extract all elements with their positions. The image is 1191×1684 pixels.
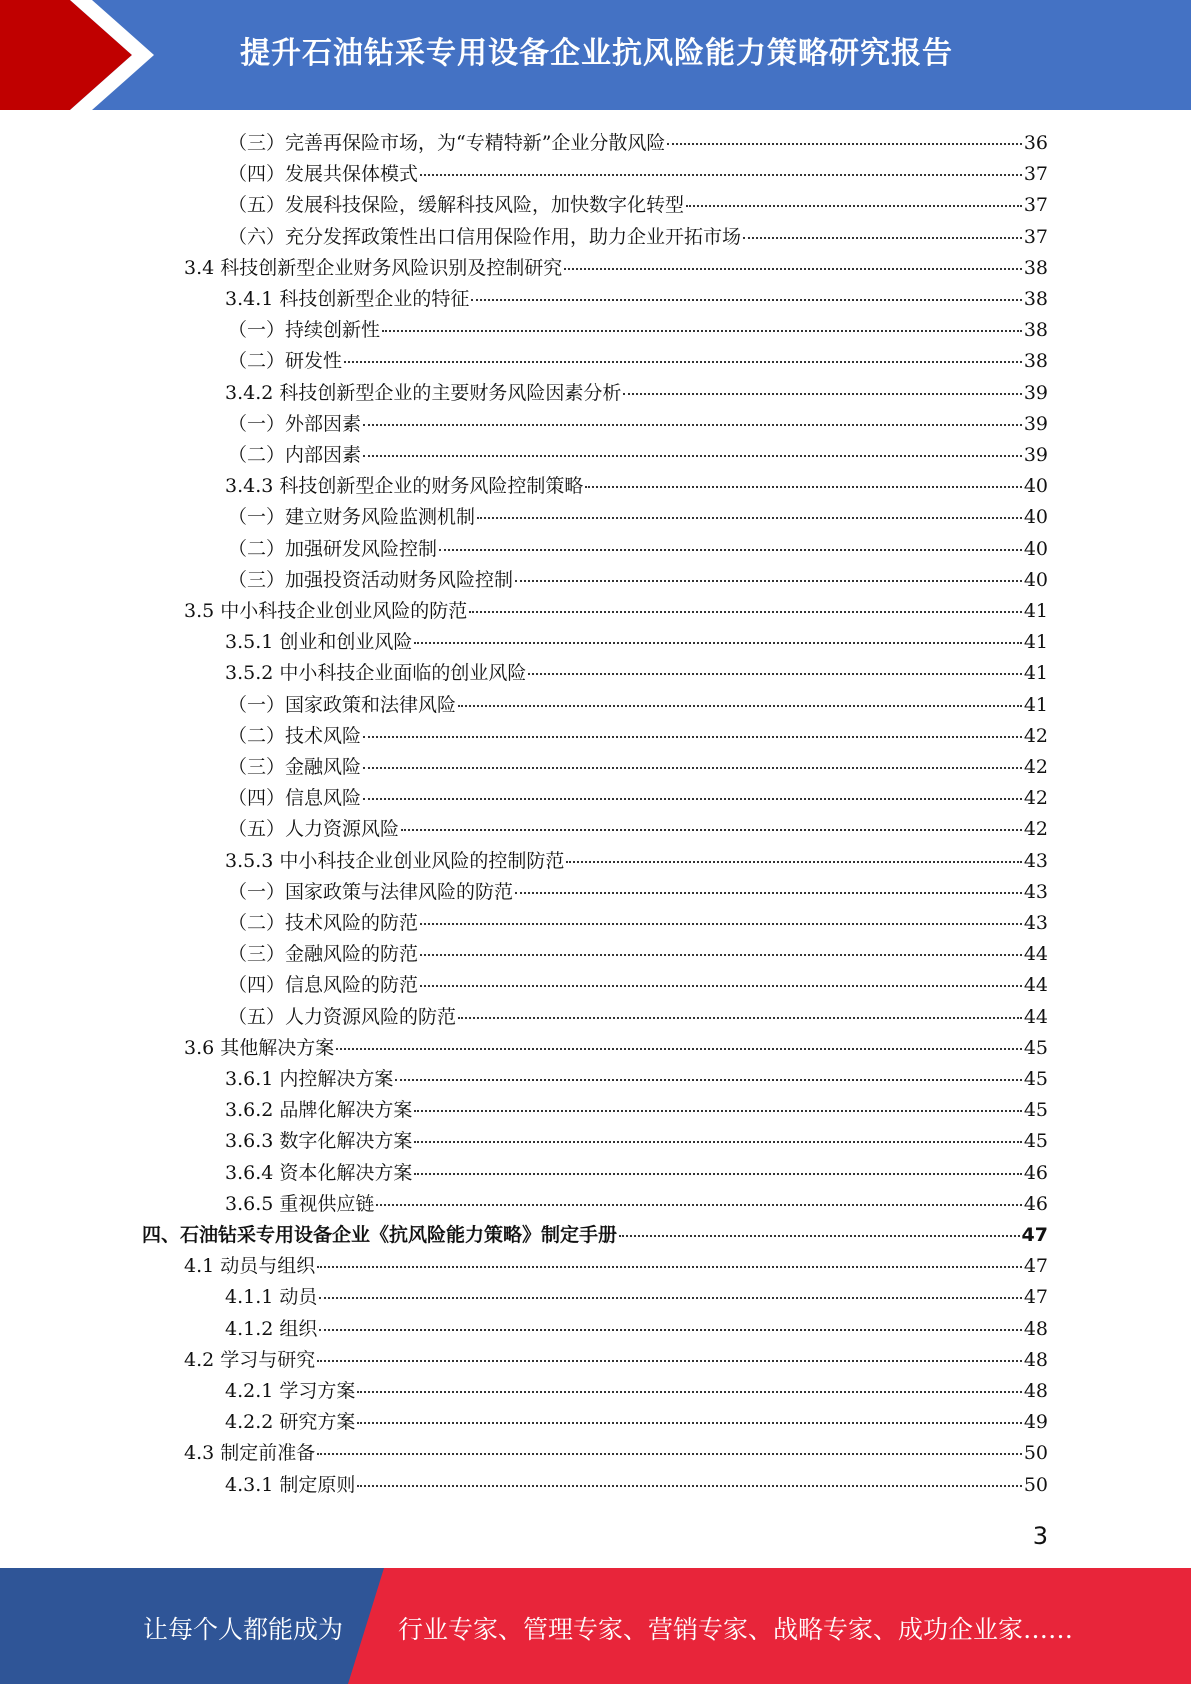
toc-dot-leader	[317, 1453, 1022, 1455]
toc-dot-leader	[515, 580, 1022, 582]
toc-entry-page: 39	[1023, 444, 1048, 466]
toc-entry-title: （四）信息风险的防范	[228, 974, 419, 997]
page-number: 3	[1032, 1522, 1048, 1550]
toc-entry-page: 39	[1023, 412, 1048, 435]
toc-entry[interactable]	[225, 1064, 1048, 1095]
toc-entry[interactable]	[184, 596, 1048, 627]
toc-entry[interactable]	[228, 315, 1048, 346]
toc-entry[interactable]	[225, 378, 1048, 409]
toc-entry-page: 47	[1021, 1224, 1048, 1246]
toc-entry-page: 38	[1023, 319, 1048, 342]
toc-entry-page: 38	[1023, 350, 1048, 373]
toc-entry-title: 3.4.2 科技创新型企业的主要财务风险因素分析	[225, 381, 622, 404]
toc-entry[interactable]	[228, 1002, 1048, 1033]
toc-dot-leader	[317, 1360, 1022, 1362]
toc-dot-leader	[458, 1017, 1022, 1019]
toc-entry-page: 42	[1023, 724, 1048, 747]
toc-entry-title: （一）持续创新性	[228, 319, 381, 342]
toc-entry-title: （四）发展共保体模式	[228, 163, 419, 186]
toc-entry[interactable]	[184, 1251, 1048, 1282]
toc-entry[interactable]	[228, 939, 1048, 970]
toc-entry-title: 3.5.3 中小科技企业创业风险的控制防范	[225, 849, 565, 872]
toc-entry-page: 46	[1023, 1192, 1048, 1215]
toc-dot-leader	[420, 923, 1022, 925]
toc-entry-title: （六）充分发挥政策性出口信用保险作用，助力企业开拓市场	[228, 225, 742, 248]
toc-entry[interactable]	[225, 1126, 1048, 1157]
toc-entry-title: 3.6.1 内控解决方案	[225, 1068, 394, 1090]
toc-entry-page: 38	[1023, 256, 1048, 279]
toc-entry-title: 4.1 动员与组织	[184, 1255, 316, 1278]
toc-entry[interactable]	[228, 159, 1048, 190]
toc-entry[interactable]	[184, 1033, 1048, 1064]
toc-dot-leader	[414, 642, 1021, 644]
toc-entry[interactable]	[184, 1345, 1048, 1376]
toc-entry-title: （二）加强研发风险控制	[228, 537, 438, 560]
toc-entry-page: 50	[1023, 1442, 1048, 1465]
toc-entry[interactable]	[225, 1314, 1048, 1345]
toc-dot-leader	[686, 205, 1022, 207]
toc-entry[interactable]	[228, 814, 1048, 845]
page-footer	[0, 1568, 1191, 1684]
toc-entry[interactable]	[225, 658, 1048, 689]
toc-entry[interactable]	[228, 752, 1048, 783]
toc-entry-title: （三）金融风险	[228, 756, 362, 778]
toc-dot-leader	[357, 1485, 1021, 1487]
toc-entry-page: 45	[1023, 1130, 1048, 1153]
toc-entry[interactable]	[228, 222, 1048, 253]
toc-dot-leader	[743, 237, 1022, 239]
toc-entry-page: 36	[1023, 132, 1048, 154]
toc-entry-title: 4.3 制定前准备	[184, 1442, 316, 1465]
toc-entry[interactable]	[228, 440, 1048, 471]
toc-entry-page: 45	[1023, 1036, 1048, 1059]
toc-entry[interactable]	[228, 721, 1048, 752]
toc-entry[interactable]	[228, 908, 1048, 939]
toc-entry-page: 42	[1023, 787, 1048, 810]
toc-dot-leader	[382, 330, 1022, 332]
toc-entry-page: 47	[1023, 1286, 1048, 1309]
toc-dot-leader	[401, 829, 1022, 831]
toc-dot-leader	[458, 705, 1022, 707]
toc-entry[interactable]	[228, 877, 1048, 908]
toc-dot-leader	[336, 1048, 1022, 1050]
toc-entry-title: 4.2.1 学习方案	[225, 1380, 356, 1402]
toc-entry[interactable]	[225, 627, 1048, 658]
toc-entry-title: 3.4 科技创新型企业财务风险识别及控制研究	[184, 256, 563, 279]
toc-entry[interactable]	[225, 1282, 1048, 1313]
toc-dot-leader	[420, 985, 1022, 987]
toc-entry[interactable]	[228, 565, 1048, 596]
toc-entry[interactable]	[228, 502, 1048, 533]
toc-dot-leader	[357, 1391, 1021, 1393]
toc-entry-title: 4.1.2 组织	[225, 1317, 318, 1340]
toc-entry-page: 44	[1023, 974, 1048, 997]
toc-dot-leader	[420, 954, 1022, 956]
toc-entry-title: 3.4.1 科技创新型企业的特征	[225, 288, 470, 310]
toc-entry-page: 43	[1023, 880, 1048, 903]
toc-entry-title: 3.5.2 中小科技企业面临的创业风险	[225, 662, 527, 685]
toc-entry-title: （五）人力资源风险	[228, 818, 400, 841]
toc-dot-leader	[376, 1204, 1021, 1206]
report-title: 提升石油钻采专用设备企业抗风险能力策略研究报告	[240, 36, 953, 71]
toc-entry-title: 3.4.3 科技创新型企业的财务风险控制策略	[225, 475, 584, 498]
toc-entry[interactable]	[142, 1220, 1048, 1251]
toc-dot-leader	[357, 1422, 1021, 1424]
toc-entry-title: 3.6.5 重视供应链	[225, 1192, 375, 1215]
toc-entry[interactable]	[225, 1376, 1048, 1407]
toc-entry-page: 44	[1023, 1005, 1048, 1028]
footer-slogan-left: 让每个人都能成为	[143, 1615, 344, 1644]
toc-dot-leader	[363, 767, 1022, 769]
toc-entry-title: 4.2 学习与研究	[184, 1348, 316, 1371]
toc-entry-title: （一）建立财务风险监测机制	[228, 506, 476, 529]
toc-entry-page: 41	[1023, 662, 1048, 685]
toc-entry-title: （三）完善再保险市场，为“专精特新”企业分散风险	[228, 132, 666, 154]
toc-entry[interactable]	[184, 253, 1048, 284]
toc-entry-page: 40	[1023, 475, 1048, 498]
toc-dot-leader	[469, 611, 1022, 613]
page-header	[0, 0, 1191, 110]
toc-entry-page: 44	[1023, 943, 1048, 966]
toc-entry-title: （一）外部因素	[228, 412, 362, 435]
toc-entry-page: 50	[1023, 1473, 1048, 1496]
toc-entry-title: （四）信息风险	[228, 787, 362, 810]
toc-dot-leader	[317, 1266, 1022, 1268]
toc-entry-page: 41	[1023, 631, 1048, 654]
toc-entry-title: 3.6.4 资本化解决方案	[225, 1161, 413, 1184]
toc-entry[interactable]	[225, 471, 1048, 502]
toc-dot-leader	[477, 517, 1022, 519]
toc-entry-title: （三）金融风险的防范	[228, 943, 419, 966]
toc-entry-page: 41	[1023, 600, 1048, 622]
toc-dot-leader	[585, 486, 1021, 488]
toc-entry-page: 38	[1023, 288, 1048, 310]
toc-entry-page: 47	[1023, 1255, 1048, 1278]
toc-entry-page: 37	[1023, 225, 1048, 248]
toc-dot-leader	[420, 174, 1022, 176]
toc-entry[interactable]	[225, 846, 1048, 877]
toc-entry-page: 46	[1023, 1161, 1048, 1184]
toc-entry[interactable]	[228, 346, 1048, 377]
toc-entry-title: 4.2.2 研究方案	[225, 1411, 356, 1434]
toc-dot-leader	[623, 393, 1021, 395]
toc-dot-leader	[319, 1297, 1021, 1299]
toc-entry-page: 40	[1023, 537, 1048, 560]
toc-entry[interactable]	[228, 534, 1048, 565]
toc-entry[interactable]	[228, 970, 1048, 1001]
toc-entry-page: 48	[1023, 1348, 1048, 1371]
red-chevron-shape	[0, 0, 132, 110]
toc-entry-title: 3.5.1 创业和创业风险	[225, 631, 413, 654]
toc-entry-title: 3.6.2 品牌化解决方案	[225, 1099, 413, 1122]
toc-entry-page: 43	[1023, 912, 1048, 934]
toc-dot-leader	[414, 1173, 1021, 1175]
toc-dot-leader	[528, 673, 1021, 675]
toc-entry-title: （五）发展科技保险，缓解科技风险，加快数字化转型	[228, 194, 685, 217]
toc-entry[interactable]	[228, 409, 1048, 440]
toc-dot-leader	[363, 798, 1022, 800]
toc-entry-title: （二）技术风险	[228, 724, 362, 747]
toc-entry-page: 43	[1023, 849, 1048, 872]
toc-entry-title: 3.5 中小科技企业创业风险的防范	[184, 600, 468, 622]
toc-entry-title: （二）研发性	[228, 350, 343, 373]
toc-entry-page: 42	[1023, 756, 1048, 778]
toc-entry-page: 42	[1023, 818, 1048, 841]
toc-entry-title: （二）内部因素	[228, 444, 362, 466]
toc-entry-page: 41	[1023, 693, 1048, 716]
toc-dot-leader	[414, 1110, 1021, 1112]
toc-dot-leader	[363, 455, 1022, 457]
toc-entry[interactable]	[225, 1158, 1048, 1189]
toc-dot-leader	[471, 299, 1021, 301]
toc-dot-leader	[619, 1235, 1020, 1237]
toc-entry-page: 37	[1023, 163, 1048, 186]
toc-entry[interactable]	[184, 1438, 1048, 1469]
toc-entry[interactable]	[225, 1470, 1048, 1501]
toc-entry[interactable]	[228, 690, 1048, 721]
toc-dot-leader	[414, 1141, 1021, 1143]
toc-dot-leader	[515, 892, 1022, 894]
toc-entry-page: 40	[1023, 506, 1048, 529]
toc-entry-title: （一）国家政策和法律风险	[228, 693, 457, 716]
toc-entry[interactable]	[228, 128, 1048, 159]
toc-entry-title: 四、石油钻采专用设备企业《抗风险能力策略》制定手册	[142, 1224, 618, 1246]
footer-slogan-right: 行业专家、管理专家、营销专家、战略专家、成功企业家……	[398, 1615, 1074, 1644]
toc-entry-page: 45	[1023, 1068, 1048, 1090]
toc-entry-page: 48	[1023, 1380, 1048, 1402]
toc-entry-title: 3.6.3 数字化解决方案	[225, 1130, 413, 1153]
toc-dot-leader	[344, 361, 1022, 363]
toc-dot-leader	[564, 268, 1022, 270]
toc-entry-title: 4.3.1 制定原则	[225, 1473, 356, 1496]
toc-dot-leader	[363, 736, 1022, 738]
toc-entry-page: 39	[1023, 381, 1048, 404]
toc-entry-page: 48	[1023, 1317, 1048, 1340]
toc-dot-leader	[439, 549, 1022, 551]
toc-dot-leader	[395, 1079, 1021, 1081]
toc-dot-leader	[319, 1329, 1021, 1331]
toc-entry[interactable]	[225, 284, 1048, 315]
toc-entry[interactable]	[225, 1095, 1048, 1126]
toc-entry-title: 4.1.1 动员	[225, 1286, 318, 1309]
toc-dot-leader	[363, 424, 1022, 426]
toc-entry-title: （五）人力资源风险的防范	[228, 1005, 457, 1028]
toc-entry-title: 3.6 其他解决方案	[184, 1036, 335, 1059]
toc-entry-title: （三）加强投资活动财务风险控制	[228, 568, 514, 591]
toc-entry-title: （二）技术风险的防范	[228, 912, 419, 934]
toc-entry-page: 49	[1023, 1411, 1048, 1434]
toc-dot-leader	[667, 143, 1021, 145]
toc-dot-leader	[566, 861, 1021, 863]
toc-entry[interactable]	[225, 1189, 1048, 1220]
toc-entry[interactable]	[228, 190, 1048, 221]
toc-entry-page: 37	[1023, 194, 1048, 217]
toc-entry[interactable]	[225, 1407, 1048, 1438]
toc-entry[interactable]	[228, 783, 1048, 814]
toc-entry-page: 45	[1023, 1099, 1048, 1122]
toc-entry-title: （一）国家政策与法律风险的防范	[228, 880, 514, 903]
toc-entry-page: 40	[1023, 568, 1048, 591]
